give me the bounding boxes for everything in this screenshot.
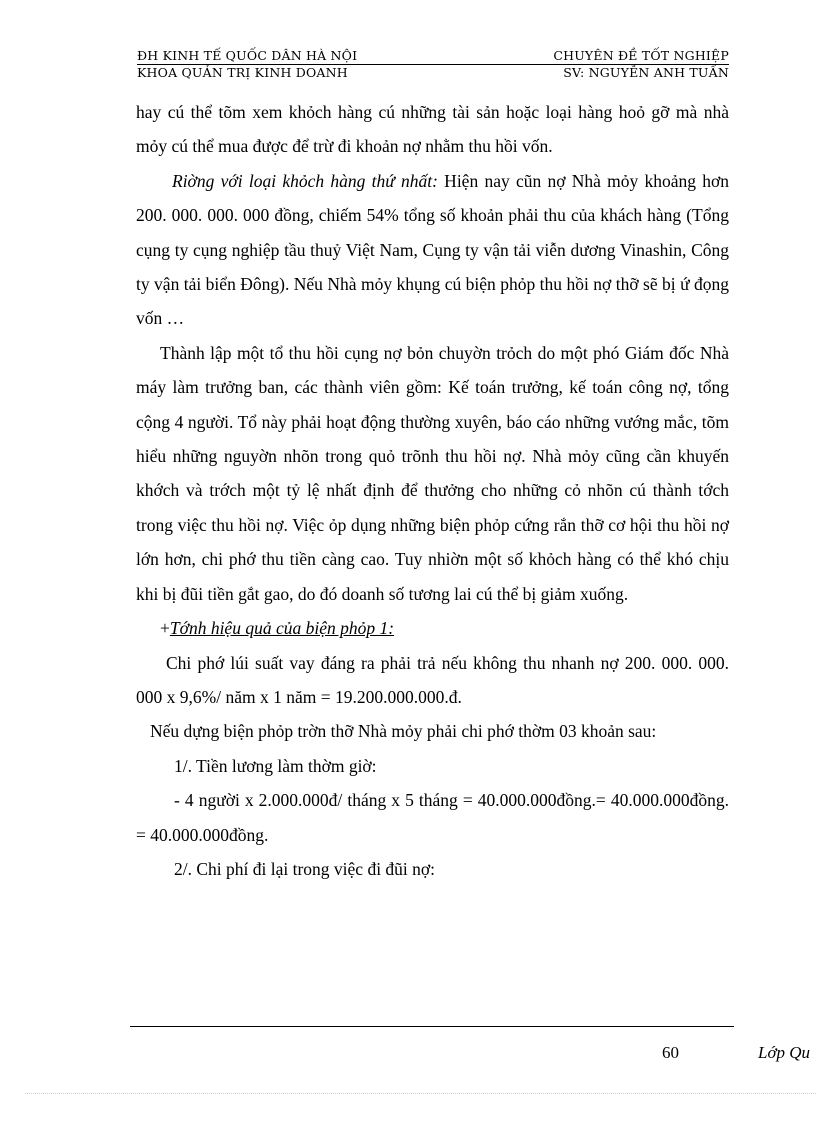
paragraph-7: 1/. Tiền lương làm thờm giờ: <box>174 755 377 776</box>
student-name: SV: NGUYỄN ANH TUẤN <box>563 65 729 80</box>
paragraph-9: 2/. Chi phí đi lại trong việc đi đũi nợ: <box>174 858 436 879</box>
paragraph-8: - 4 người x 2.000.000đ/ tháng x 5 tháng = 40.000.000đồng.= 40.000.000đồng. = 40.000.000đồng. <box>136 790 729 845</box>
paragraph-4-heading <box>136 611 729 645</box>
page-edge-dots <box>25 1093 816 1094</box>
efficiency-heading: Tớnh hiệu quả của biện phỏp 1: <box>169 618 395 639</box>
paragraph-6: Nếu dựng biện phỏp trờn thỡ Nhà mỏy phải chi phớ thờm 03 khoản sau: <box>150 721 657 742</box>
paragraph-2 <box>136 164 729 336</box>
header-line-2 <box>137 66 729 81</box>
class-label: Lớp Qu <box>758 1043 811 1062</box>
university-name: ĐH KINH TẾ QUỐC DÂN HÀ NỘI <box>137 48 358 63</box>
footer-rule <box>130 1026 734 1027</box>
paragraph-5: Chi phớ lúi suất vay đáng ra phải trả nếu không thu nhanh nợ 200. 000. 000. 000 x 9,6%/ năm x 1 năm = 19.200.000.000.đ. <box>136 652 729 707</box>
paragraph-2-text: Hiện nay cũn nợ Nhà mỏy khoảng hơn 200. 000. 000. 000 đồng, chiếm 54% tổng số khoản phải thu của khách hàng (Tổng cụng ty cụng nghiệp tầu thuỷ Việt Nam, Cụng ty vận tải viễn dương Vinashin, Công ty vận tải biển Đông). Nếu Nhà mỏy khụng cú biện phỏp thu hồi nợ thỡ sẽ bị ứ đọng vốn … <box>136 170 729 329</box>
paragraph-1: hay cú thể tõm xem khỏch hàng cú những tài sản hoặc loại hàng hoỏ gỡ mà nhà mỏy cú thể mua được để trừ đi khoản nợ nhằm thu hồi vốn. <box>136 102 729 157</box>
thesis-label: CHUYÊN ĐỀ TỐT NGHIỆP <box>553 48 729 63</box>
header-line-1 <box>137 49 729 65</box>
page-number: 60 <box>662 1043 679 1062</box>
paragraph-3: Thành lập một tổ thu hồi cụng nợ bỏn chuyờn trỏch do một phó Giám đốc Nhà máy làm trưởng ban, các thành viên gồm: Kế toán trưởng, kế toán công nợ, tổng cộng 4 người. Tổ này phải hoạt động thường xuyên, báo cáo những vướng mắc, tõm hiểu những nguyờn nhõn trong quỏ trõnh thu hồi nợ. Nhà mỏy cũng cần khuyến khớch và trớch một tỷ lệ nhất định để thưởng cho những cỏ nhõn cú thành tớch trong việc thu hồi nợ. Việc ỏp dụng những biện phỏp cứng rắn thỡ cơ hội thu hồi nợ lớn hơn, chi phớ thu tiền càng cao. Tuy nhiờn một số khỏch hàng có thể khó chịu khi bị đũi tiền gắt gao, do đó doanh số tương lai cú thể bị giảm xuống. <box>136 342 729 604</box>
faculty-name: KHOA QUẢN TRỊ KINH DOANH <box>137 65 348 80</box>
plus-sign: + <box>160 618 170 639</box>
paragraph-2-lead: Riờng với loại khỏch hàng thứ nhất: <box>172 170 438 191</box>
document-body <box>136 95 729 886</box>
